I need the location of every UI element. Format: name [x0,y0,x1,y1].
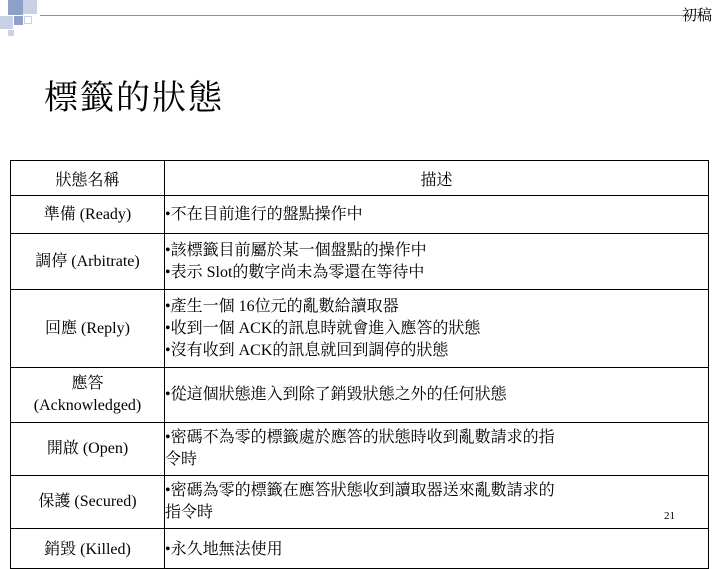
table-row [11,290,709,368]
description-cell [165,234,709,290]
table-row [11,368,709,423]
description-line: •產生一個 16位元的亂數給讀取器 [165,297,399,315]
state-name: 準備 (Ready) [43,205,132,223]
state-name: 開啟 (Open) [46,440,129,457]
description-cell [165,290,709,368]
column-header-state: 狀態名稱 [11,161,165,196]
state-name-cell [11,368,165,423]
decor-square [14,16,23,25]
state-name-cell [11,290,165,368]
table-row [11,234,709,290]
description-line: •不在目前進行的盤點操作中 [165,205,363,223]
page-number: 21 [664,510,675,522]
state-name: 應答 [71,375,104,392]
decor-square [23,0,37,14]
decor-square [8,0,23,15]
description-line: 令時 [165,451,198,468]
description-line: •永久地無法使用 [165,541,283,558]
state-name-cell [11,234,165,290]
description-line: •密碼為零的標籤在應答狀態收到讀取器送來亂數請求的 [165,482,555,499]
description-line: 指令時 [165,504,214,521]
state-name: 保護 (Secured) [38,493,137,510]
column-header-description: 描述 [165,161,709,196]
state-name: (Acknowledged) [33,397,142,414]
table-row [11,529,709,569]
description-line: •密碼不為零的標籤處於應答的狀態時收到亂數請求的指 [165,429,555,446]
state-name-cell [11,476,165,529]
state-name: 銷毀 (Killed) [44,541,131,558]
state-name-cell [11,529,165,569]
description-cell [165,368,709,423]
state-name-cell [11,423,165,476]
table-row [11,423,709,476]
state-name: 回應 (Reply) [45,319,130,337]
slide-title: 標籤的狀態 [44,80,224,117]
decor-square [24,16,32,24]
table-row [11,196,709,234]
description-line: •從這個狀態進入到除了銷毀狀態之外的任何狀態 [165,386,507,403]
decor-square [0,16,13,29]
description-line: •表示 Slot的數字尚未為零還在等待中 [165,263,425,281]
description-cell [165,476,709,529]
header-rule [40,15,702,16]
description-cell [165,196,709,234]
state-name: 調停 (Arbitrate) [35,252,140,270]
state-table [10,160,709,569]
decor-square [8,30,14,36]
description-line: •該標籤目前屬於某一個盤點的操作中 [165,241,427,259]
description-line: •收到一個 ACK的訊息時就會進入應答的狀態 [165,319,481,337]
table-header-row [11,161,709,196]
description-cell [165,529,709,569]
state-name-cell [11,196,165,234]
description-line: •沒有收到 ACK的訊息就回到調停的狀態 [165,341,449,359]
draft-label: 初稿 [681,8,712,24]
description-cell [165,423,709,476]
table-row [11,476,709,529]
